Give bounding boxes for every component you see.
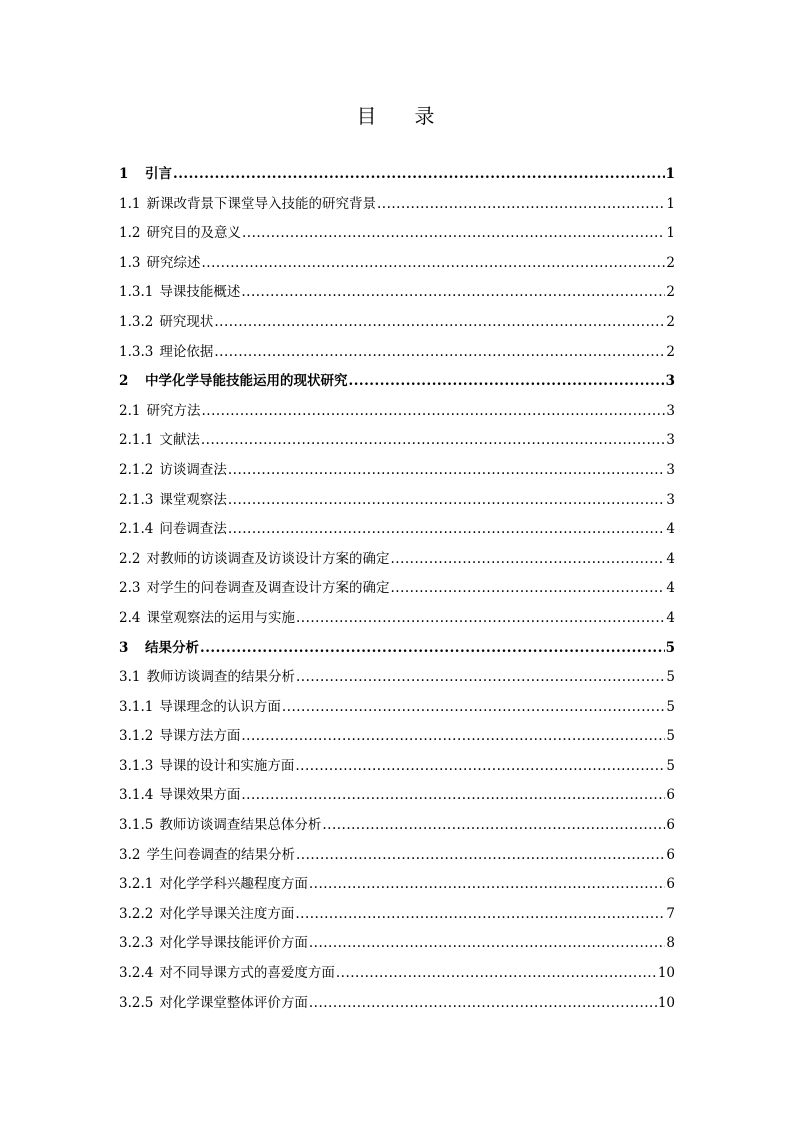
- toc-entry-page-number: 4: [666, 580, 675, 597]
- toc-entry-number: 3.1.4: [119, 787, 154, 804]
- toc-entry-page-number: 2: [666, 343, 675, 360]
- toc-entry-number: 3.1.2: [119, 728, 154, 745]
- toc-entry-number: 3.2.2: [119, 905, 154, 922]
- toc-entry-number: 3.2.1: [119, 876, 154, 893]
- toc-dot-leader: [349, 367, 665, 397]
- toc-entry-title: 课堂观察法: [159, 491, 227, 508]
- toc-entry-number: 3.2: [119, 846, 141, 863]
- toc-entry-title: 对不同导课方式的喜爱度方面: [159, 965, 335, 982]
- toc-entry-number: 3.2.5: [119, 994, 154, 1011]
- toc-entry-number: 2.1: [119, 402, 141, 419]
- toc-entry-title: 导课方法方面: [159, 728, 241, 745]
- toc-entry[interactable]: [119, 190, 675, 220]
- toc-dot-leader: [336, 959, 657, 989]
- toc-dot-leader: [241, 781, 665, 811]
- toc-dot-leader: [390, 574, 665, 604]
- toc-entry-number: 1.3: [119, 254, 141, 271]
- toc-entry-number: 1: [119, 166, 129, 182]
- toc-entry-title: 研究方法: [146, 402, 201, 419]
- toc-entry[interactable]: [119, 722, 675, 752]
- toc-heading-right: 录: [414, 104, 437, 128]
- toc-entry-number: 2.1.3: [119, 491, 154, 508]
- toc-dot-leader: [228, 515, 666, 545]
- toc-entry-page-number: 5: [665, 639, 675, 656]
- toc-entry-title: 对学生的问卷调查及调查设计方案的确定: [146, 580, 390, 597]
- toc-entry-number: 3.1.3: [119, 757, 154, 774]
- toc-dot-leader: [295, 752, 665, 782]
- toc-entry-page-number: 4: [666, 550, 675, 567]
- toc-entry-title: 中学化学导能技能运用的现状研究: [145, 373, 348, 390]
- toc-entry-page-number: 3: [666, 432, 675, 449]
- toc-entry-number: 3.1.5: [119, 817, 154, 834]
- toc-entry[interactable]: [119, 308, 675, 338]
- toc-entry-title: 导课理念的认识方面: [159, 698, 281, 715]
- toc-entry-number: 2.3: [119, 580, 141, 597]
- toc-entry-page-number: 5: [666, 757, 675, 774]
- toc-entry-title: 新课改背景下课堂导入技能的研究背景: [146, 195, 376, 212]
- toc-entry-title: 对教师的访谈调查及访谈设计方案的确定: [146, 550, 390, 567]
- toc-entry-number: 3.1.1: [119, 698, 154, 715]
- toc-entry-page-number: 2: [666, 284, 675, 301]
- toc-entry-title: 研究目的及意义: [146, 225, 241, 242]
- toc-dot-leader: [228, 456, 666, 486]
- toc-entry[interactable]: [119, 426, 675, 456]
- toc-dot-leader: [309, 929, 666, 959]
- toc-dot-leader: [241, 722, 665, 752]
- toc-entry[interactable]: [119, 693, 675, 723]
- toc-entry[interactable]: [119, 574, 675, 604]
- toc-entry-number: 3: [119, 639, 129, 656]
- toc-dot-leader: [390, 545, 665, 575]
- toc-entry-title: 研究现状: [159, 313, 214, 330]
- toc-entry[interactable]: [119, 811, 675, 841]
- toc-entry[interactable]: [119, 900, 675, 930]
- toc-entry-number: 3.1: [119, 669, 141, 686]
- toc-entry-title: 导课技能概述: [159, 284, 241, 301]
- toc-entry-number: 2.2: [119, 550, 141, 567]
- toc-entry-page-number: 6: [666, 787, 675, 804]
- toc-entry[interactable]: [119, 989, 675, 1019]
- toc-entry-page-number: 3: [666, 461, 675, 478]
- toc-dot-leader: [173, 160, 665, 190]
- toc-dot-leader: [228, 486, 666, 516]
- toc-entry-page-number: 6: [666, 876, 675, 893]
- toc-entry-page-number: 4: [666, 521, 675, 538]
- toc-dot-leader: [296, 841, 665, 871]
- toc-entry[interactable]: [119, 456, 675, 486]
- toc-entry-title: 对化学课堂整体评价方面: [159, 994, 308, 1011]
- table-of-contents: [119, 160, 675, 1018]
- toc-entry[interactable]: [119, 338, 675, 368]
- toc-entry-page-number: 4: [666, 609, 675, 626]
- toc-entry-number: 2.1.4: [119, 521, 154, 538]
- toc-entry-page-number: 8: [666, 935, 675, 952]
- toc-entry-page-number: 2: [666, 254, 675, 271]
- toc-dot-leader: [242, 219, 665, 249]
- toc-entry-title: 引言: [145, 166, 172, 182]
- toc-entry[interactable]: [119, 219, 675, 249]
- toc-entry-page-number: 10: [657, 965, 675, 982]
- toc-dot-leader: [201, 426, 666, 456]
- toc-entry-number: 3.2.3: [119, 935, 154, 952]
- toc-entry-title: 导课效果方面: [159, 787, 241, 804]
- toc-entry-number: 3.2.4: [119, 965, 154, 982]
- toc-dot-leader: [309, 870, 666, 900]
- toc-entry[interactable]: [119, 663, 675, 693]
- toc-dot-leader: [241, 278, 665, 308]
- toc-entry-number: 1.1: [119, 195, 141, 212]
- toc-entry-page-number: 5: [666, 728, 675, 745]
- toc-entry-title: 导课的设计和实施方面: [159, 757, 295, 774]
- toc-dot-leader: [201, 249, 665, 279]
- toc-entry-page-number: 6: [666, 846, 675, 863]
- toc-heading: [0, 100, 793, 129]
- toc-entry-title: 研究综述: [146, 254, 201, 271]
- toc-entry-page-number: 1: [666, 225, 675, 242]
- toc-dot-leader: [296, 604, 665, 634]
- toc-entry-title: 教师访谈调查的结果分析: [146, 669, 295, 686]
- toc-entry[interactable]: [119, 545, 675, 575]
- toc-entry[interactable]: [119, 959, 675, 989]
- toc-entry[interactable]: [119, 929, 675, 959]
- toc-entry-page-number: 6: [666, 817, 675, 834]
- toc-entry-title: 访谈调查法: [159, 461, 227, 478]
- toc-entry-number: 2.4: [119, 609, 141, 626]
- toc-entry[interactable]: [119, 367, 675, 397]
- toc-entry[interactable]: [119, 278, 675, 308]
- toc-entry-title: 对化学学科兴趣程度方面: [159, 876, 308, 893]
- toc-entry[interactable]: [119, 752, 675, 782]
- toc-dot-leader: [295, 900, 665, 930]
- toc-entry-page-number: 1: [666, 195, 675, 212]
- toc-entry-title: 学生问卷调查的结果分析: [146, 846, 295, 863]
- toc-entry[interactable]: [119, 841, 675, 871]
- toc-entry-number: 1.3.3: [119, 343, 154, 360]
- toc-entry-page-number: 1: [665, 166, 675, 182]
- toc-entry-page-number: 5: [666, 698, 675, 715]
- toc-entry-number: 1.2: [119, 225, 141, 242]
- toc-entry-title: 结果分析: [145, 639, 199, 656]
- toc-entry-title: 对化学导课技能评价方面: [159, 935, 308, 952]
- toc-entry[interactable]: [119, 249, 675, 279]
- toc-entry-page-number: 2: [666, 313, 675, 330]
- toc-entry-page-number: 3: [666, 491, 675, 508]
- toc-dot-leader: [296, 663, 665, 693]
- toc-entry-number: 1.3.2: [119, 313, 154, 330]
- toc-entry-number: 1.3.1: [119, 284, 154, 301]
- toc-entry-page-number: 10: [657, 994, 675, 1011]
- toc-entry-number: 2: [119, 373, 129, 390]
- toc-entry-title: 对化学导课关注度方面: [159, 905, 295, 922]
- toc-entry[interactable]: [119, 870, 675, 900]
- toc-entry-page-number: 7: [666, 905, 675, 922]
- toc-dot-leader: [309, 989, 657, 1019]
- toc-dot-leader: [214, 308, 665, 338]
- toc-entry-title: 课堂观察法的运用与实施: [146, 609, 295, 626]
- toc-entry-page-number: 5: [666, 669, 675, 686]
- toc-entry[interactable]: [119, 397, 675, 427]
- toc-heading-left: 目: [356, 104, 379, 128]
- toc-dot-leader: [377, 190, 665, 220]
- toc-entry[interactable]: [119, 486, 675, 516]
- toc-entry-page-number: 3: [665, 373, 675, 390]
- toc-entry[interactable]: [119, 604, 675, 634]
- toc-entry[interactable]: [119, 634, 675, 664]
- toc-dot-leader: [200, 634, 665, 664]
- toc-entry-title: 文献法: [159, 432, 200, 449]
- toc-entry-page-number: 3: [666, 402, 675, 419]
- toc-dot-leader: [282, 693, 666, 723]
- toc-entry[interactable]: [119, 781, 675, 811]
- toc-entry-title: 问卷调查法: [159, 521, 227, 538]
- toc-dot-leader: [322, 811, 665, 841]
- toc-dot-leader: [214, 338, 665, 368]
- toc-entry-title: 理论依据: [159, 343, 214, 360]
- toc-entry-number: 2.1.1: [119, 432, 154, 449]
- toc-entry-number: 2.1.2: [119, 461, 154, 478]
- toc-entry[interactable]: [119, 160, 675, 190]
- toc-entry[interactable]: [119, 515, 675, 545]
- toc-entry-title: 教师访谈调查结果总体分析: [159, 817, 322, 834]
- toc-dot-leader: [201, 397, 665, 427]
